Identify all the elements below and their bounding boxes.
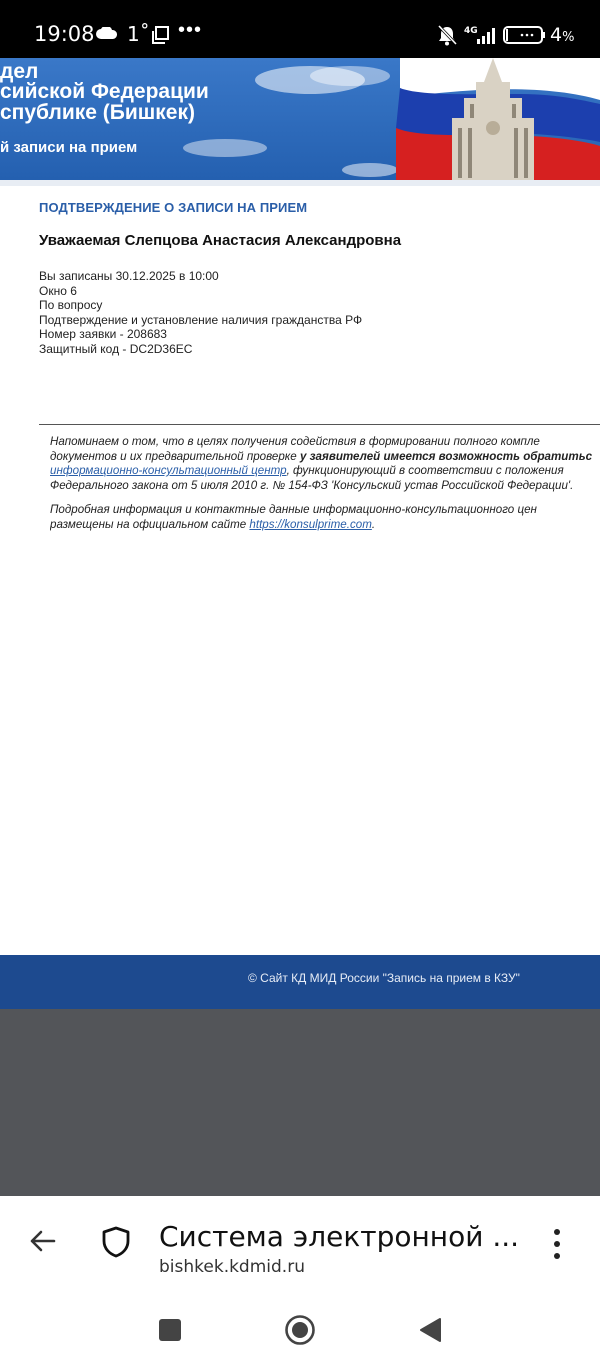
- battery-icon: [502, 24, 546, 46]
- recent-apps-icon[interactable]: [159, 1319, 181, 1341]
- banner-title-line-2: сийской Федерации: [0, 80, 209, 103]
- status-bar: [0, 0, 600, 58]
- signal-icon: [463, 24, 499, 46]
- appointment-details: [39, 269, 600, 356]
- banner-divider: [0, 180, 600, 186]
- konsulprime-link[interactable]: https://konsulprime.com: [249, 517, 372, 531]
- web-page: [0, 58, 600, 1196]
- browser-page-title[interactable]: Система электронной ...: [159, 1220, 520, 1253]
- back-arrow-icon[interactable]: [28, 1229, 56, 1253]
- info-center-link[interactable]: информационно-консультационный центр: [50, 464, 287, 477]
- security-code: Защитный код - DC2D36EC: [39, 341, 193, 356]
- banner-subtitle: й записи на прием: [0, 139, 138, 156]
- banner-title-line-3: спублике (Бишкек): [0, 101, 195, 124]
- notice-text: [50, 435, 600, 532]
- browser-toolbar: [0, 1196, 600, 1296]
- cloud-icon: [96, 27, 118, 39]
- notice-emphasis: у заявителей имеется возможность обратитьс: [299, 449, 593, 463]
- site-footer: [0, 955, 600, 1009]
- notice-line: Напоминаем о том, что в целях получения содействия в формировании полного компле: [50, 435, 540, 448]
- status-time: 19:08: [34, 22, 95, 46]
- bell-muted-icon: [436, 24, 458, 46]
- notice-line: информационно-консультационный центр, функционирующий в соответствии с положения: [50, 464, 564, 477]
- appointment-window: Окно 6: [39, 283, 77, 298]
- appointment-question: Подтверждение и установление наличия гражданства РФ: [39, 312, 363, 327]
- notice-line: Федерального закона от 5 июля 2010 г. № 154-ФЗ 'Консульский устав Российской Федерации'.: [50, 478, 574, 492]
- appointment-question-label: По вопросу: [39, 298, 103, 312]
- page-empty-area: [0, 1009, 600, 1196]
- more-notifications-icon: •••: [178, 19, 203, 41]
- notice-line: документов и их предварительной проверке у заявителей имеется возможность обратитьс: [50, 449, 593, 463]
- section-divider: [39, 424, 600, 425]
- browser-url[interactable]: bishkek.kdmid.ru: [159, 1257, 305, 1277]
- banner-title-line-1: дел: [0, 60, 39, 83]
- screenshot-icon: [152, 26, 170, 44]
- footer-copyright: © Сайт КД МИД России "Запись на прием в КЗУ": [248, 971, 520, 985]
- appointment-date: Вы записаны 30.12.2025 в 10:00: [39, 269, 219, 283]
- shield-icon[interactable]: [101, 1226, 131, 1258]
- confirmation-heading: ПОДТВЕРЖДЕНИЕ О ЗАПИСИ НА ПРИЕМ: [39, 200, 308, 215]
- notice-line: размещены на официальном сайте https://konsulprime.com.: [50, 517, 376, 531]
- more-vert-icon[interactable]: [550, 1228, 564, 1260]
- notice-line: Подробная информация и контактные данные информационно-консультационного цен: [50, 503, 537, 516]
- system-nav-bar: [0, 1296, 600, 1366]
- site-banner: [0, 58, 600, 180]
- confirmation-section: [39, 200, 600, 356]
- nav-back-icon[interactable]: [418, 1317, 442, 1343]
- greeting: Уважаемая Слепцова Анастасия Александровна: [39, 232, 402, 249]
- battery-percent: 4%: [550, 24, 575, 46]
- network-type-label: 4G: [464, 26, 478, 36]
- home-icon[interactable]: [284, 1314, 316, 1346]
- status-temperature: 1˚: [127, 22, 150, 46]
- application-number: Номер заявки - 208683: [39, 327, 167, 341]
